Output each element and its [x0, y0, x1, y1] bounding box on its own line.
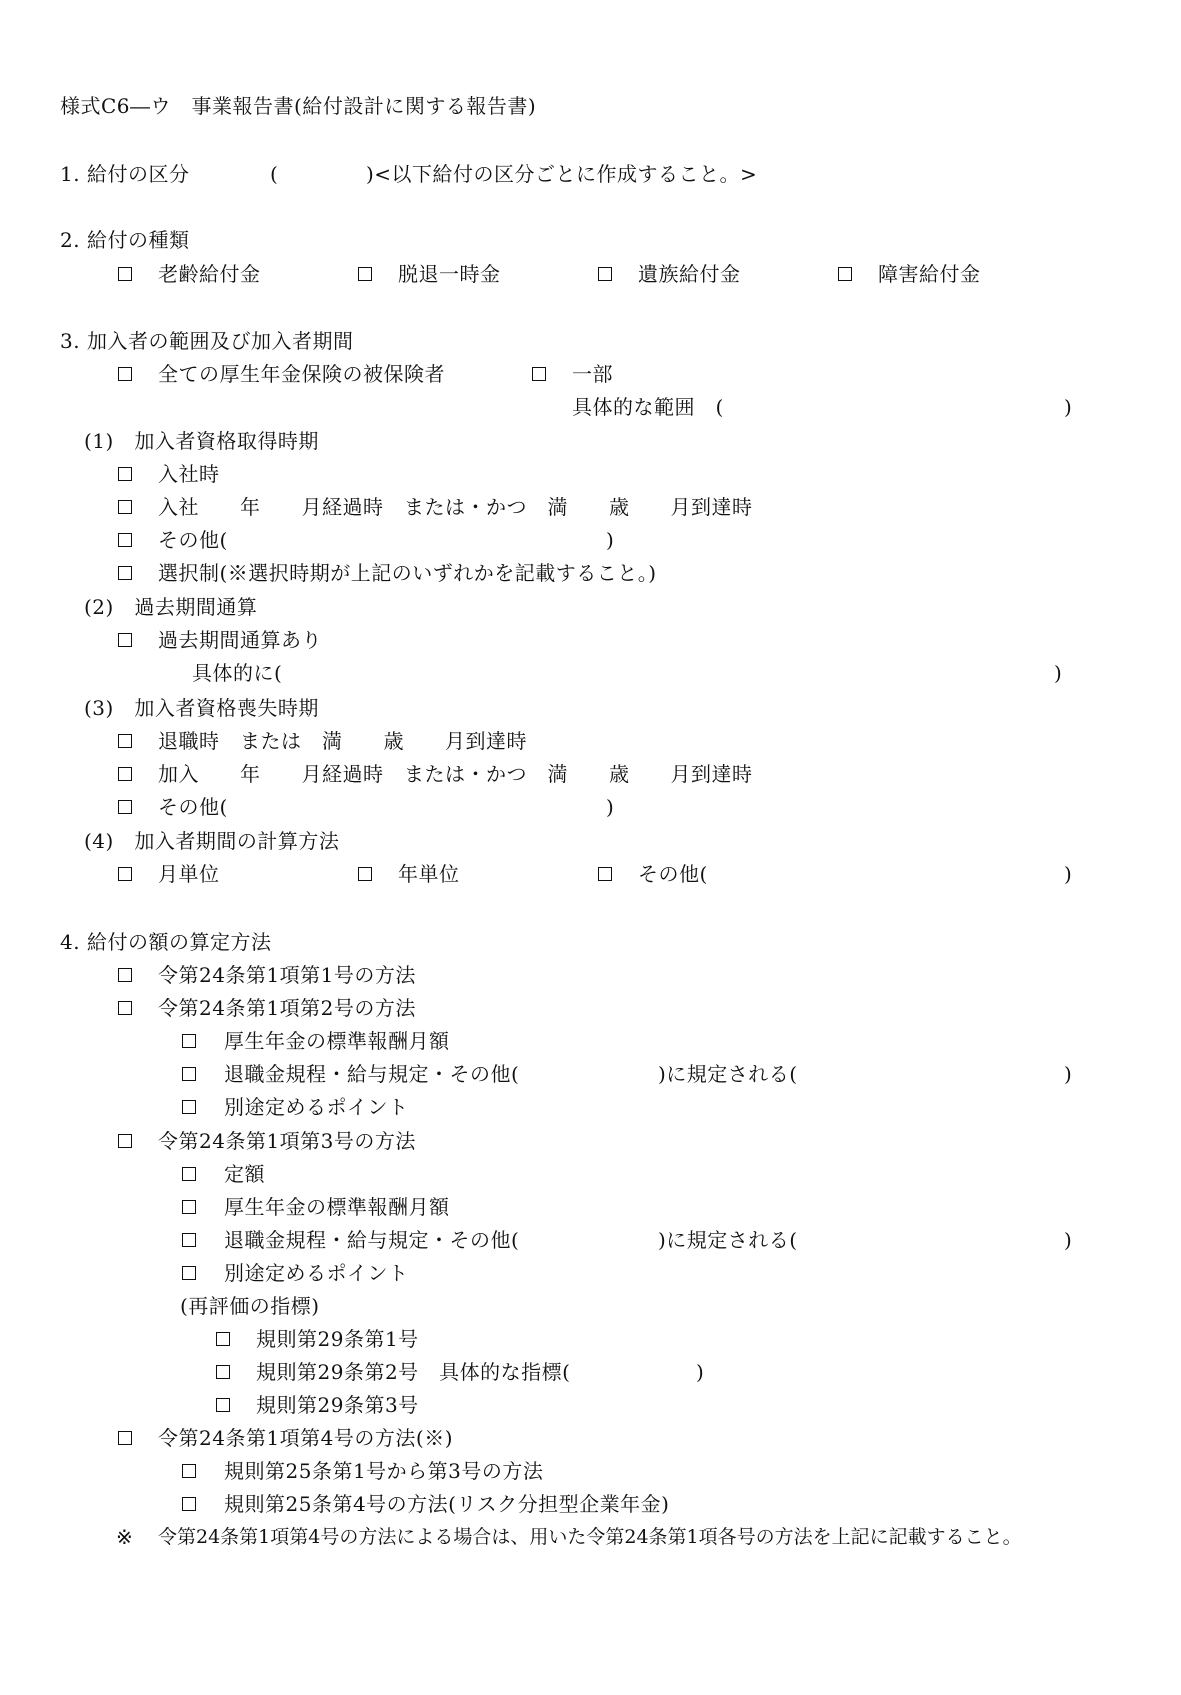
reval-3: 規則第29条第3号 — [256, 1393, 419, 1417]
sub2-heading: (2) 過去期間通算 — [84, 595, 258, 619]
section1-heading: 1. 給付の区分 — [60, 162, 190, 186]
checkbox-method-3[interactable] — [118, 1134, 132, 1148]
m3-rules-close: ) — [1064, 1228, 1073, 1252]
sub4-heading: (4) 加入者期間の計算方法 — [84, 829, 340, 853]
sub3-heading: (3) 加入者資格喪失時期 — [84, 696, 319, 720]
opt-loss-other-close: ) — [606, 795, 615, 819]
checkbox-old-age-benefit[interactable] — [118, 267, 132, 281]
opt-past-period: 過去期間通算あり — [158, 628, 322, 652]
section3-heading: 3. 加入者の範囲及び加入者期間 — [60, 329, 354, 353]
opt-acquire-other: その他( — [158, 528, 228, 552]
method-2-label: 令第24条第1項第2号の方法 — [158, 996, 416, 1020]
checkbox-m2-points[interactable] — [182, 1100, 196, 1114]
checkbox-reval-3[interactable] — [216, 1398, 230, 1412]
opt-period-other-close: ) — [1064, 862, 1073, 886]
checkbox-method-4[interactable] — [118, 1431, 132, 1445]
m2-rules-mid: )に規定される( — [658, 1062, 798, 1086]
opt-yearly-unit: 年単位 — [398, 862, 460, 886]
checkbox-retire[interactable] — [118, 734, 132, 748]
revaluation-heading: (再評価の指標) — [180, 1294, 320, 1318]
checkbox-method-1[interactable] — [118, 968, 132, 982]
option-survivor-benefit: 遺族給付金 — [638, 262, 741, 286]
checkbox-m3-standard-pay[interactable] — [182, 1200, 196, 1214]
checkbox-hire[interactable] — [118, 467, 132, 481]
m2-rules-close: ) — [1064, 1062, 1073, 1086]
note-text: 令第24条第1項第4号の方法による場合は、用いた令第24条第1項各号の方法を上記に記載すること。 — [158, 1526, 1022, 1548]
opt-loss-other: その他( — [158, 795, 228, 819]
m4-rule25-1-3: 規則第25条第1号から第3号の方法 — [224, 1459, 544, 1483]
sub1-heading: (1) 加入者資格取得時期 — [84, 429, 319, 453]
checkbox-m3-points[interactable] — [182, 1266, 196, 1280]
m3-rules-mid: )に規定される( — [658, 1228, 798, 1252]
reval-2: 規則第29条第2号 具体的な指標( — [256, 1360, 571, 1384]
opt-period-other: その他( — [638, 862, 708, 886]
method-4-label: 令第24条第1項第4号の方法(※) — [158, 1426, 454, 1450]
checkbox-join-elapsed[interactable] — [118, 767, 132, 781]
m2-rules-left: 退職金規程・給与規定・その他( — [224, 1062, 520, 1086]
method-3-label: 令第24条第1項第3号の方法 — [158, 1129, 416, 1153]
checkbox-period-other[interactable] — [598, 867, 612, 881]
past-period-specific-close: ) — [1054, 661, 1063, 685]
checkbox-yearly-unit[interactable] — [358, 867, 372, 881]
checkbox-m4-rule25-4[interactable] — [182, 1497, 196, 1511]
section2-heading: 2. 給付の種類 — [60, 228, 190, 252]
m3-rules-left: 退職金規程・給与規定・その他( — [224, 1228, 520, 1252]
reval-2-close: ) — [696, 1360, 705, 1384]
section1-open-paren: ( — [270, 162, 279, 186]
opt-retire: 退職時 または 満 歳 月到達時 — [158, 729, 527, 753]
checkbox-reval-2[interactable] — [216, 1365, 230, 1379]
checkbox-scope-all[interactable] — [118, 367, 132, 381]
checkbox-m3-fixed[interactable] — [182, 1167, 196, 1181]
form-title: 様式C6―ウ 事業報告書(給付設計に関する報告書) — [60, 94, 537, 118]
checkbox-m3-rules[interactable] — [182, 1233, 196, 1247]
note-mark: ※ — [116, 1525, 134, 1549]
section1-instruction: )<以下給付の区分ごとに作成すること。> — [366, 162, 758, 186]
checkbox-disability-benefit[interactable] — [838, 267, 852, 281]
option-old-age-benefit: 老齢給付金 — [158, 262, 261, 286]
opt-select-system: 選択制(※選択時期が上記のいずれかを記載すること。) — [158, 561, 657, 585]
past-period-specific: 具体的に( — [192, 661, 283, 685]
method-1-label: 令第24条第1項第1号の方法 — [158, 963, 416, 987]
option-withdrawal-lump-sum: 脱退一時金 — [398, 262, 501, 286]
checkbox-scope-part[interactable] — [532, 367, 546, 381]
m2-points: 別途定めるポイント — [224, 1095, 409, 1119]
checkbox-reval-1[interactable] — [216, 1332, 230, 1346]
checkbox-method-2[interactable] — [118, 1001, 132, 1015]
scope-specific-label: 具体的な範囲 ( — [572, 395, 724, 419]
opt-hire: 入社時 — [158, 462, 220, 486]
checkbox-acquire-other[interactable] — [118, 533, 132, 547]
checkbox-select-system[interactable] — [118, 566, 132, 580]
reval-1: 規則第29条第1号 — [256, 1327, 419, 1351]
m4-rule25-4: 規則第25条第4号の方法(リスク分担型企業年金) — [224, 1492, 670, 1516]
checkbox-m2-standard-pay[interactable] — [182, 1034, 196, 1048]
checkbox-m2-rules[interactable] — [182, 1067, 196, 1081]
option-disability-benefit: 障害給付金 — [878, 262, 981, 286]
checkbox-survivor-benefit[interactable] — [598, 267, 612, 281]
m3-standard-pay: 厚生年金の標準報酬月額 — [224, 1195, 450, 1219]
m3-fixed: 定額 — [224, 1162, 265, 1186]
opt-monthly-unit: 月単位 — [158, 862, 220, 886]
checkbox-monthly-unit[interactable] — [118, 867, 132, 881]
m2-standard-pay: 厚生年金の標準報酬月額 — [224, 1029, 450, 1053]
checkbox-loss-other[interactable] — [118, 800, 132, 814]
scope-specific-close: ) — [1064, 395, 1073, 419]
m3-points: 別途定めるポイント — [224, 1261, 409, 1285]
checkbox-past-period[interactable] — [118, 633, 132, 647]
opt-acquire-other-close: ) — [606, 528, 615, 552]
opt-join-elapsed: 加入 年 月経過時 または・かつ 満 歳 月到達時 — [158, 762, 753, 786]
checkbox-hire-elapsed[interactable] — [118, 500, 132, 514]
checkbox-withdrawal-lump-sum[interactable] — [358, 267, 372, 281]
scope-all-label: 全ての厚生年金保険の被保険者 — [158, 362, 445, 386]
opt-hire-elapsed: 入社 年 月経過時 または・かつ 満 歳 月到達時 — [158, 495, 753, 519]
checkbox-m4-rule25-1-3[interactable] — [182, 1464, 196, 1478]
scope-part-label: 一部 — [572, 362, 613, 386]
section4-heading: 4. 給付の額の算定方法 — [60, 930, 272, 954]
